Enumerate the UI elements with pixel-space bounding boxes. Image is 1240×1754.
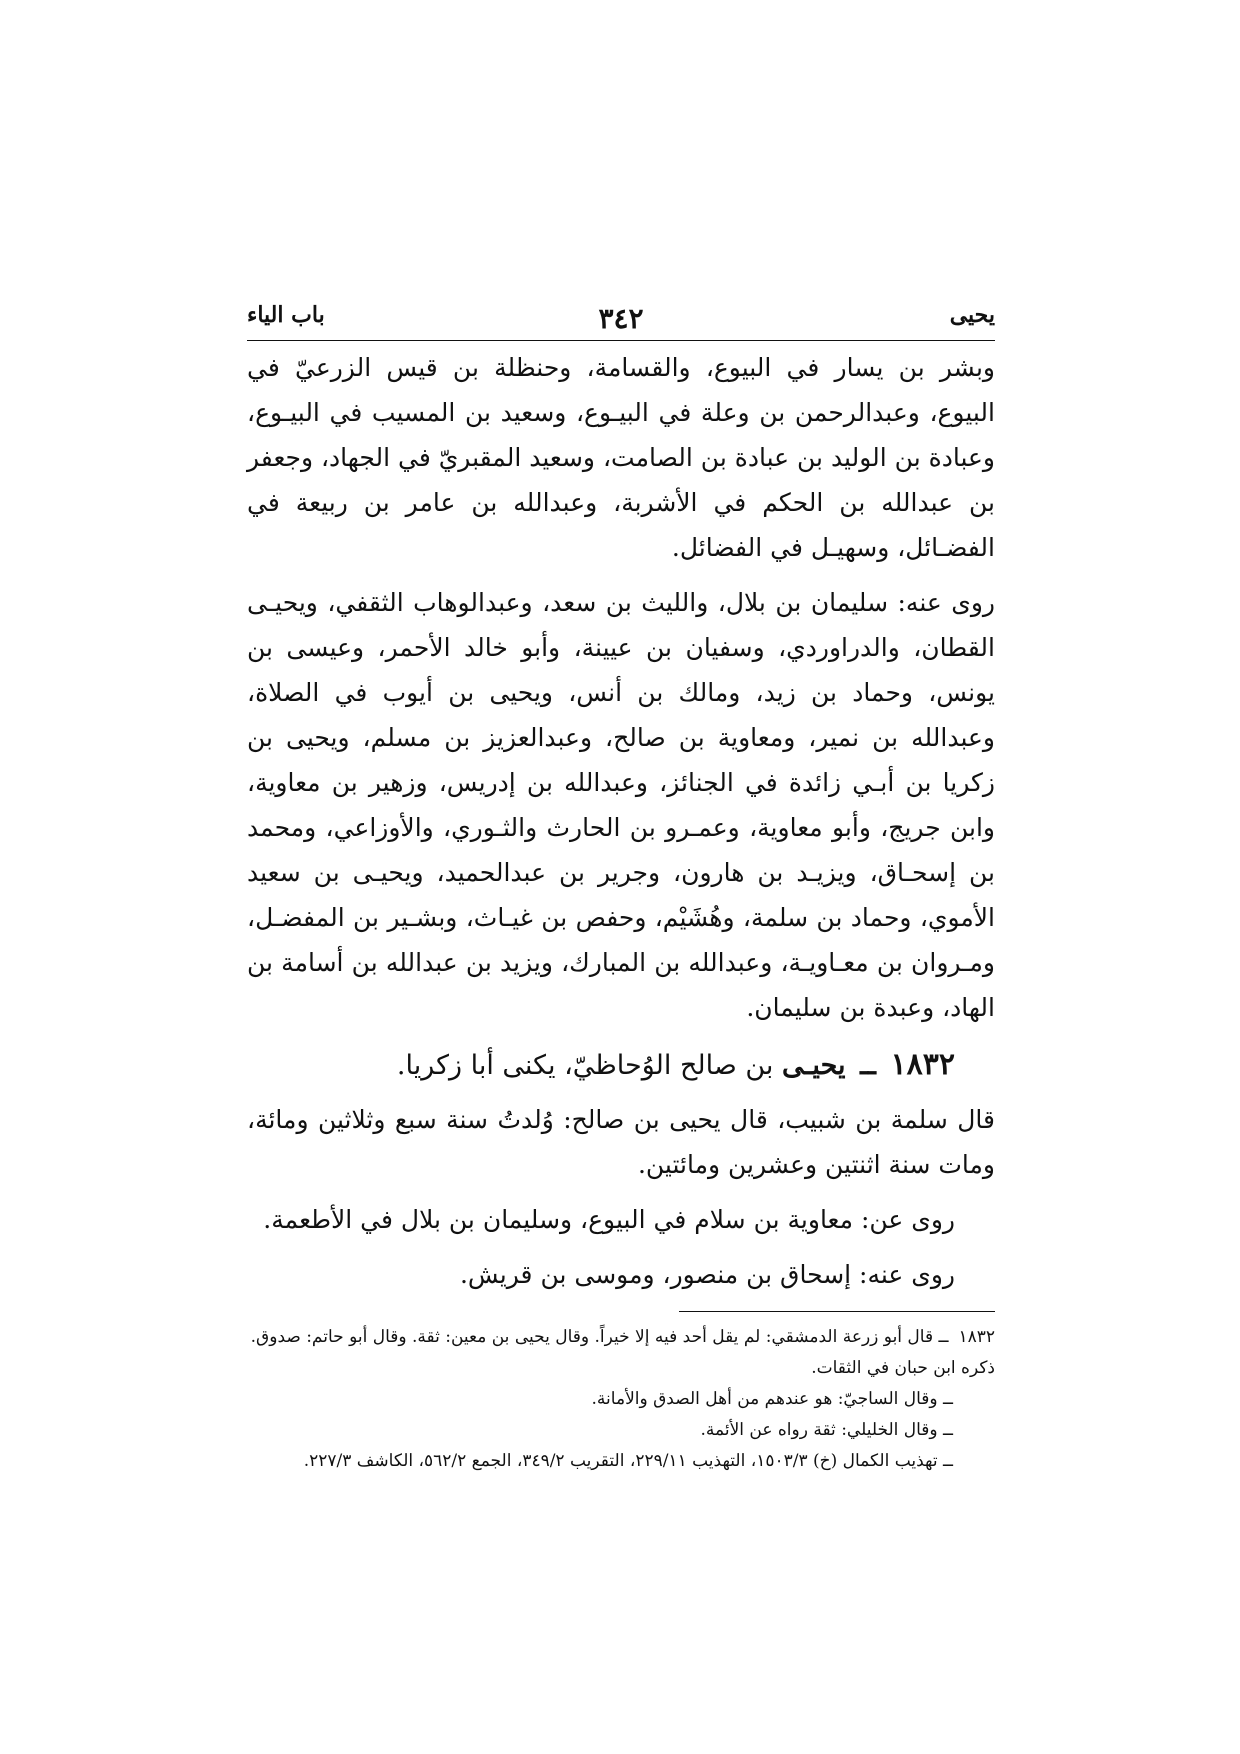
footnote-line xyxy=(247,1322,995,1384)
entry-dash: ــ xyxy=(860,1050,876,1081)
paragraph-continuation: وبشر بن يسار في البيوع، والقسامة، وحنظلة بن قيس الزرعيّ في البيوع، وعبدالرحمن بن وعلة في البيـوع، وسعيد بن المسيب في البيـوع، وعبادة بن الوليد بن عبادة بن الصامت، وسعيد المقبريّ في الجهاد، وجعفر بن عبدالله بن الحكم في الأشربة، وعبدالله بن عامر بن ربيعة في الفضـائل، وسهيـل في الفضائل. xyxy=(247,353,995,562)
page-number: ٣٤٢ xyxy=(598,302,644,335)
entry-description: بن صالح الوُحاظيّ، يكنى أبا زكريا. xyxy=(396,1050,774,1081)
header-chapter-title: باب الياء xyxy=(247,302,325,328)
footnote-line: ــ تهذيب الكمال (خ) ١٥٠٣/٣، التهذيب ٢٢٩/١١، التقريب ٣٤٩/٢، الجمع ٥٦٢/٢، الكاشف ٢٢٧/٣. xyxy=(303,1451,953,1471)
header-entry-name: يحيى xyxy=(949,302,995,328)
entry-name: يحيـى xyxy=(782,1050,846,1081)
footnote-number: ١٨٣٢ xyxy=(958,1327,995,1347)
footnotes xyxy=(247,1322,995,1477)
footnote-text: ــ قال أبو زرعة الدمشقي: لم يقل أحد فيه إلا خيراً. وقال يحيى بن معين: ثقة. وقال أبو حاتم: صدوق. ذكره ابن حبان في الثقات. xyxy=(250,1327,995,1378)
running-header xyxy=(247,300,995,341)
paragraph-narrators-from-him: روى عنه: سليمان بن بلال، والليث بن سعد، وعبدالوهاب الثقفي، ويحيـى القطان، والدراوردي، وسفيان بن عيينة، وأبو خالد الأحمر، وعيسى بن يونس، وحماد بن زيد، ومالك بن أنس، ويحيى بن أيوب في الصلاة، وعبدالله بن نمير، ومعاوية بن صالح، وعبدالعزيز بن مسلم، ويحيى بن زكريا بن أبـي زائدة في الجنائز، وعبدالله بن إدريس، وزهير بن معاوية، وابن جريج، وأبو معاوية، وعمـرو بن الحارث والثـوري، والأوزاعي، ومحمد بن إسحـاق، ويزيـد بن هارون، وجرير بن عبدالحميد، ويحيـى بن سعيد الأموي، وحماد بن سلمة، وهُشَيْم، وحفص بن غيـاث، وبشـير بن المفضـل، ومـروان بن معـاويـة، وعبدالله بن المبارك، ويزيد بن عبدالله بن أسامة بن الهاد، وعبدة بن سليمان. xyxy=(247,588,995,1022)
footnote-line: ــ وقال الخليلي: ثقة رواه عن الأئمة. xyxy=(700,1420,953,1440)
footnote-line: ــ وقال الساجيّ: هو عندهم من أهل الصدق والأمانة. xyxy=(591,1389,953,1409)
paragraph-narrated-by: روى عنه: إسحاق بن منصور، وموسى بن قريش. xyxy=(459,1260,955,1289)
main-text xyxy=(247,345,995,1297)
entry-heading xyxy=(247,1040,995,1091)
entry-number: ١٨٣٢ xyxy=(890,1047,955,1082)
footnote-separator xyxy=(679,1311,995,1312)
paragraph-birth-death: قال سلمة بن شبيب، قال يحيى بن صالح: وُلدتُ سنة سبع وثلاثين ومائة، ومات سنة اثنتين وعشرين ومائتين. xyxy=(247,1105,995,1179)
book-page xyxy=(247,300,995,1477)
paragraph-narrated-from: روى عن: معاوية بن سلام في البيوع، وسليمان بن بلال في الأطعمة. xyxy=(263,1205,955,1234)
